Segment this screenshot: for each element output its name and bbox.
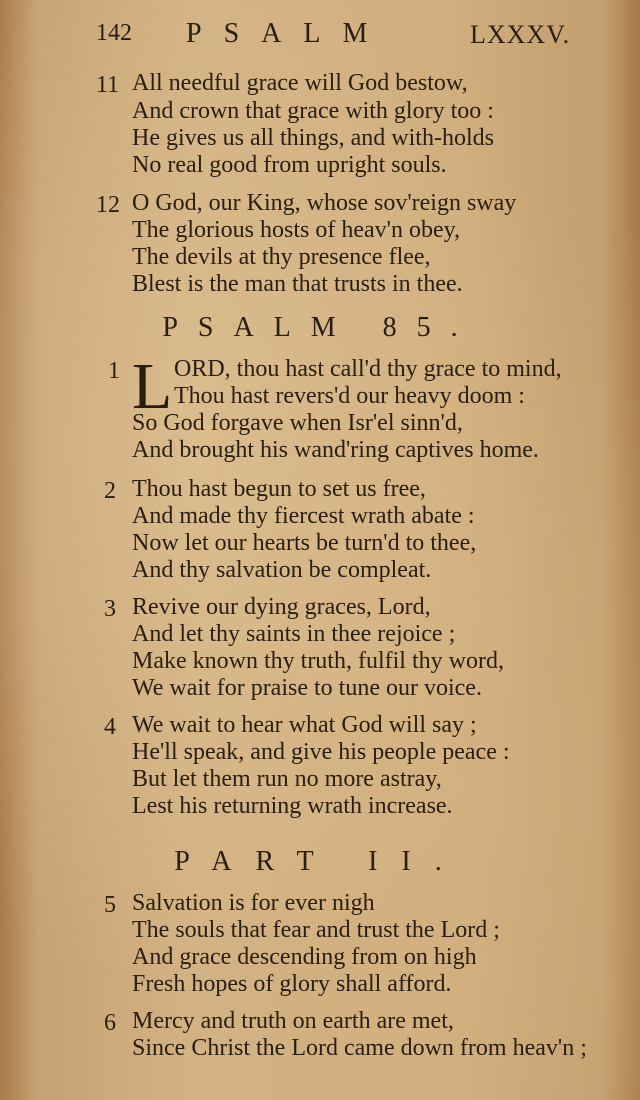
verse-line: But let them run no more astray, (132, 766, 442, 792)
verse-line: O God, our King, whose sov'reign sway (132, 190, 517, 216)
verse-line: Thou hast revers'd our heavy doom : (174, 383, 525, 409)
verse-number: 11 (96, 72, 120, 98)
page-number: 142 (96, 20, 132, 46)
verse-line: The glorious hosts of heav'n obey, (132, 217, 461, 243)
header-psalm-numeral: LXXXV. (470, 20, 571, 49)
verse-number: 5 (104, 892, 116, 918)
verse-line: We wait for praise to tune our voice. (132, 675, 482, 701)
verse-line: He gives us all things, and with-holds (132, 125, 494, 151)
verse-line: ORD, thou hast call'd thy grace to mind, (174, 356, 562, 382)
verse-number: 4 (104, 714, 116, 740)
part-title: PART II. (174, 846, 466, 877)
verse-line: Mercy and truth on earth are met, (132, 1008, 454, 1034)
verse-line: And grace descending from on high (132, 944, 477, 970)
verse-line: All needful grace will God bestow, (132, 70, 468, 96)
verse-number: 1 (108, 358, 120, 384)
verse-line: Blest is the man that trusts in thee. (132, 271, 463, 297)
verse-line: And crown that grace with glory too : (132, 98, 494, 124)
psalm-title: PSALM 85. (162, 312, 478, 343)
verse-line: And made thy fiercest wrath abate : (132, 503, 475, 529)
header-title: PSALM (186, 18, 390, 49)
verse-line: The devils at thy presence flee, (132, 244, 431, 270)
verse-line: No real good from upright souls. (132, 152, 447, 178)
running-header (0, 18, 640, 54)
verse-number: 6 (104, 1010, 116, 1036)
verse-line: And brought his wand'ring captives home. (132, 437, 539, 463)
verse-line: Since Christ the Lord came down from heav'n ; (132, 1035, 587, 1061)
verse-line: Thou hast begun to set us free, (132, 476, 426, 502)
verse-line: Revive our dying graces, Lord, (132, 594, 431, 620)
verse-line: Make known thy truth, fulfil thy word, (132, 648, 504, 674)
verse-number: 3 (104, 596, 116, 622)
verse-line: Now let our hearts be turn'd to thee, (132, 530, 477, 556)
verse-line: The souls that fear and trust the Lord ; (132, 917, 500, 943)
drop-cap: L (132, 350, 173, 423)
verse-line: Salvation is for ever nigh (132, 890, 375, 916)
verse-line: We wait to hear what God will say ; (132, 712, 477, 738)
verse-line: Fresh hopes of glory shall afford. (132, 971, 452, 997)
verse-line: Lest his returning wrath increase. (132, 793, 453, 819)
verse-line: And let thy saints in thee rejoice ; (132, 621, 456, 647)
verse-number: 12 (96, 192, 120, 218)
verse-number: 2 (104, 478, 116, 504)
verse-line: He'll speak, and give his people peace : (132, 739, 510, 765)
verse-line: And thy salvation be compleat. (132, 557, 432, 583)
verse-line: So God forgave when Isr'el sinn'd, (132, 410, 463, 436)
